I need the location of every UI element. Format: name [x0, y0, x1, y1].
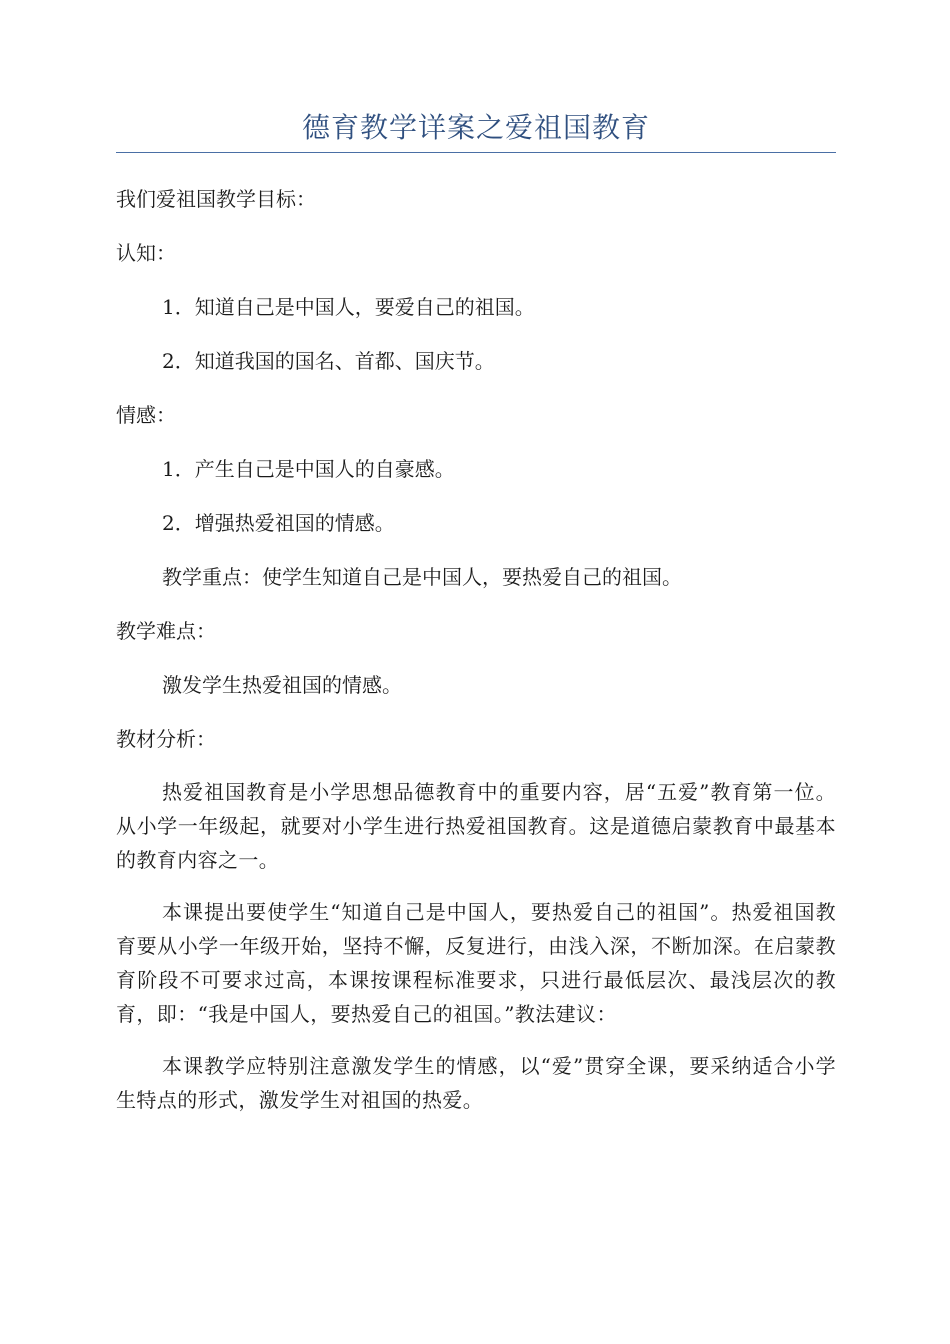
difficulty-text: 激发学生热爱祖国的情感。 [162, 673, 402, 697]
goal-heading: 我们爱祖国教学目标： [116, 187, 316, 211]
document-page [116, 108, 836, 1135]
cognition-heading: 认知： [116, 241, 176, 265]
title-underline [116, 152, 836, 153]
emotion-item-2: 2．增强热爱祖国的情感。 [162, 511, 395, 535]
document-body [116, 181, 836, 1117]
analysis-paragraph-1: 热爱祖国教育是小学思想品德教育中的重要内容，居“五爱”教育第一位。从小学一年级起，就要对小学生进行热爱祖国教育。这是道德启蒙教育中最基本的教育内容之一。 [116, 780, 836, 872]
emotion-item-1: 1．产生自己是中国人的自豪感。 [162, 457, 455, 481]
document-title: 德育教学详案之爱祖国教育 [301, 111, 650, 144]
teaching-suggestion-paragraph: 本课教学应特别注意激发学生的情感，以“爱”贯穿全课，要采纳适合小学生特点的形式，激发学生对祖国的热爱。 [116, 1054, 836, 1112]
analysis-paragraph-2: 本课提出要使学生“知道自己是中国人，要热爱自己的祖国”。热爱祖国教育要从小学一年级开始，坚持不懈，反复进行，由浅入深，不断加深。在启蒙教育阶段不可要求过高，本课按课程标准要求，只进行最低层次、最浅层次的教育，即：“我是中国人，要热爱自己的祖国。”教法建议： [116, 900, 836, 1026]
cognition-item-2: 2．知道我国的国名、首都、国庆节。 [162, 349, 495, 373]
cognition-item-1: 1．知道自己是中国人，要爱自己的祖国。 [162, 295, 535, 319]
emotion-heading: 情感： [116, 403, 176, 427]
key-point: 教学重点：使学生知道自己是中国人，要热爱自己的祖国。 [162, 565, 682, 589]
difficulty-heading: 教学难点： [116, 619, 216, 643]
analysis-heading: 教材分析： [116, 727, 216, 751]
